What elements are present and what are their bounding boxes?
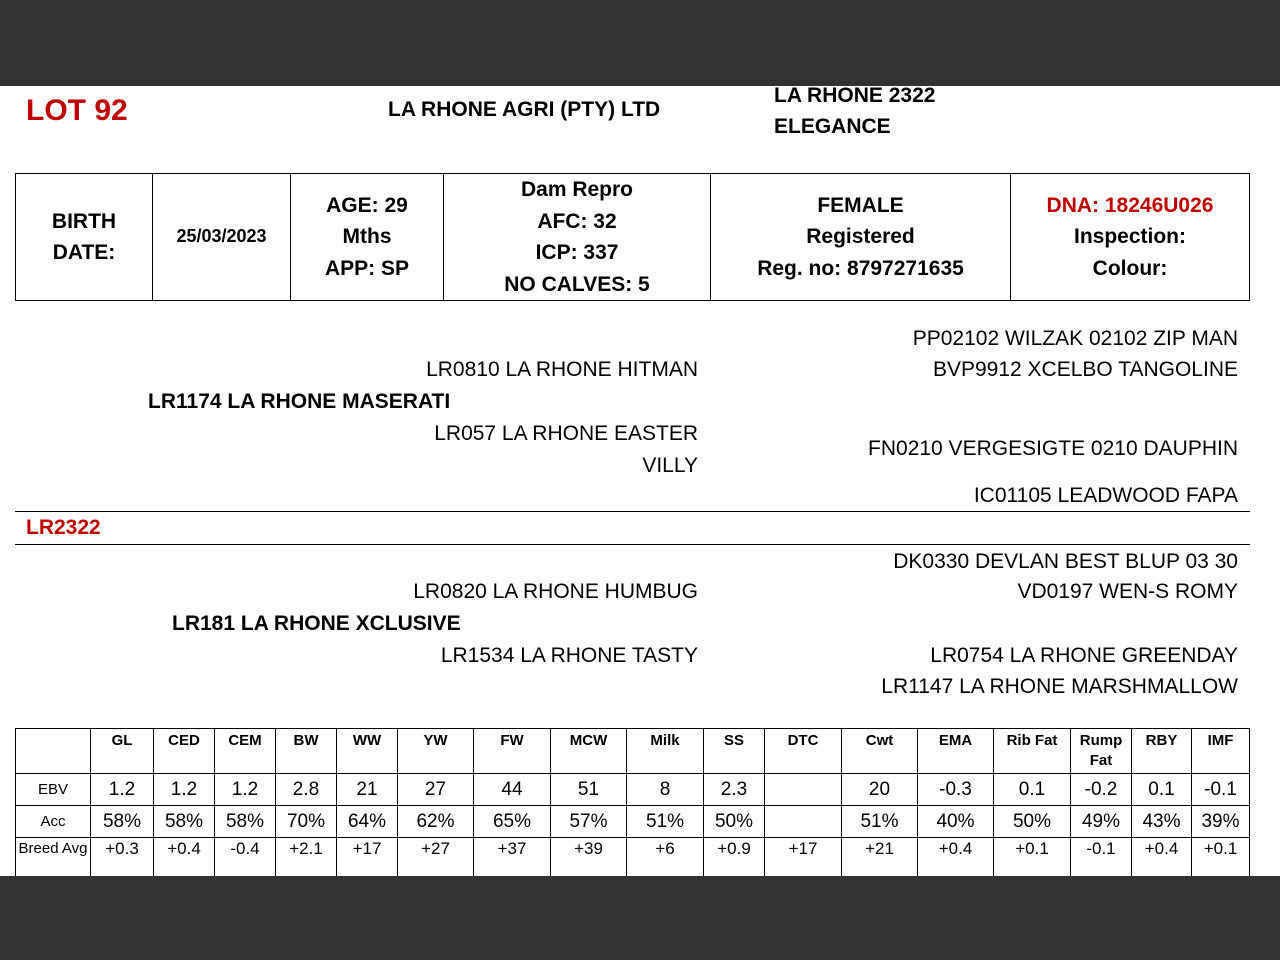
colour-label: Colour: bbox=[1092, 256, 1168, 280]
ebv-cell: +0.4 bbox=[918, 838, 994, 877]
pedigree-dam-dam-dam: LR1147 LA RHONE MARSHMALLOW bbox=[881, 675, 1238, 698]
dam-afc: AFC: 32 bbox=[537, 209, 617, 233]
ebv-header-cell: DTC bbox=[765, 729, 842, 774]
ebv-row-label: Acc bbox=[16, 806, 91, 838]
ebv-cell: -0.3 bbox=[918, 774, 994, 806]
ebv-header-row bbox=[16, 729, 1250, 774]
ebv-cell: 43% bbox=[1132, 806, 1192, 838]
pedigree-sire-sire-sire: PP02102 WILZAK 02102 ZIP MAN bbox=[912, 327, 1238, 350]
ebv-cell: 50% bbox=[704, 806, 765, 838]
divider-top bbox=[15, 511, 1250, 512]
ebv-cell: -0.4 bbox=[215, 838, 276, 877]
ebv-cell: 27 bbox=[398, 774, 474, 806]
ebv-header-cell: FW bbox=[474, 729, 551, 774]
dam-calves: NO CALVES: 5 bbox=[504, 272, 650, 296]
ebv-cell: 2.8 bbox=[276, 774, 337, 806]
ebv-cell: 58% bbox=[154, 806, 215, 838]
ebv-header-cell: RBY bbox=[1132, 729, 1192, 774]
sex-value: FEMALE bbox=[817, 193, 904, 217]
ebv-cell: +0.4 bbox=[154, 838, 215, 877]
birth-date-value: 25/03/2023 bbox=[153, 174, 291, 301]
pedigree-sire-dam-dam: IC01105 LEADWOOD FAPA bbox=[973, 484, 1238, 507]
ebv-header-cell: WW bbox=[337, 729, 398, 774]
ebv-row-acc bbox=[16, 806, 1250, 838]
ebv-cell: 58% bbox=[91, 806, 154, 838]
inspection-label: Inspection: bbox=[1073, 225, 1186, 249]
info-table bbox=[15, 173, 1250, 301]
ebv-cell: 51 bbox=[551, 774, 627, 806]
ebv-header-cell: BW bbox=[276, 729, 337, 774]
age-cell bbox=[291, 174, 444, 301]
ebv-cell: +27 bbox=[398, 838, 474, 877]
ebv-corner-cell bbox=[16, 729, 91, 774]
dna-cell bbox=[1011, 174, 1250, 301]
ebv-cell: 62% bbox=[398, 806, 474, 838]
ebv-cell: +0.1 bbox=[994, 838, 1071, 877]
ebv-cell: 49% bbox=[1071, 806, 1132, 838]
ebv-row-breed_avg bbox=[16, 838, 1250, 877]
pedigree-dam-sire-dam: VD0197 WEN-S ROMY bbox=[1017, 580, 1238, 603]
ebv-cell: 2.3 bbox=[704, 774, 765, 806]
ebv-cell: 70% bbox=[276, 806, 337, 838]
ebv-cell: -0.1 bbox=[1071, 838, 1132, 877]
dam-repro-cell bbox=[444, 174, 711, 301]
ebv-cell: 51% bbox=[842, 806, 918, 838]
dam-icp: ICP: 337 bbox=[535, 241, 619, 264]
ebv-row-label: EBV bbox=[16, 774, 91, 806]
ebv-cell: 8 bbox=[627, 774, 704, 806]
ebv-cell: 1.2 bbox=[215, 774, 276, 806]
app-line: APP: SP bbox=[324, 256, 410, 280]
pedigree-sire: LR1174 LA RHONE MASERATI bbox=[148, 390, 451, 413]
ebv-cell: 1.2 bbox=[154, 774, 215, 806]
animal-name bbox=[774, 86, 935, 142]
ebv-cell: 50% bbox=[994, 806, 1071, 838]
pedigree-sire-dam-sire: FN0210 VERGESIGTE 0210 DAUPHIN bbox=[868, 437, 1238, 460]
ebv-header-cell: MCW bbox=[551, 729, 627, 774]
ebv-cell bbox=[765, 806, 842, 838]
birth-label-line-1: BIRTH bbox=[51, 209, 117, 233]
bottom-dark-bar bbox=[0, 876, 1280, 960]
ebv-cell: +39 bbox=[551, 838, 627, 877]
ebv-cell: 40% bbox=[918, 806, 994, 838]
ebv-header-cell: IMF bbox=[1192, 729, 1250, 774]
ebv-cell: 39% bbox=[1192, 806, 1250, 838]
age-line-2: Mths bbox=[342, 225, 392, 249]
ebv-cell: +0.4 bbox=[1132, 838, 1192, 877]
pedigree-dam: LR181 LA RHONE XCLUSIVE bbox=[172, 612, 461, 635]
registration-status: Registered bbox=[806, 225, 915, 249]
ebv-cell: +0.1 bbox=[1192, 838, 1250, 877]
ebv-header-cell: CEM bbox=[215, 729, 276, 774]
pedigree-sire-dam-line-2: VILLY bbox=[642, 454, 698, 477]
ebv-header-cell: Cwt bbox=[842, 729, 918, 774]
animal-id: LR2322 bbox=[26, 516, 101, 539]
ebv-cell: +2.1 bbox=[276, 838, 337, 877]
ebv-cell: 65% bbox=[474, 806, 551, 838]
ebv-cell: +0.3 bbox=[91, 838, 154, 877]
ebv-header-cell: GL bbox=[91, 729, 154, 774]
company-name: LA RHONE AGRI (PTY) LTD bbox=[388, 98, 661, 121]
top-dark-bar bbox=[0, 0, 1280, 86]
ebv-cell: +17 bbox=[765, 838, 842, 877]
dna-number: DNA: 18246U026 bbox=[1046, 193, 1214, 217]
ebv-cell: -0.1 bbox=[1192, 774, 1250, 806]
ebv-cell: +37 bbox=[474, 838, 551, 877]
ebv-header-cell: CED bbox=[154, 729, 215, 774]
ebv-row-label: Breed Avg bbox=[16, 838, 91, 877]
ebv-cell: 51% bbox=[627, 806, 704, 838]
ebv-cell: -0.2 bbox=[1071, 774, 1132, 806]
ebv-header-cell: YW bbox=[398, 729, 474, 774]
animal-name-line-2: ELEGANCE bbox=[774, 115, 891, 138]
divider-bottom bbox=[15, 544, 1250, 545]
pedigree-sire-sire-dam: BVP9912 XCELBO TANGOLINE bbox=[932, 358, 1238, 381]
ebv-cell: 44 bbox=[474, 774, 551, 806]
pedigree-dam-sire-sire: DK0330 DEVLAN BEST BLUP 03 30 bbox=[893, 550, 1238, 573]
ebv-cell: 0.1 bbox=[994, 774, 1071, 806]
pedigree-dam-dam-sire: LR0754 LA RHONE GREENDAY bbox=[930, 644, 1238, 667]
ebv-header-cell: SS bbox=[704, 729, 765, 774]
ebv-cell: 20 bbox=[842, 774, 918, 806]
ebv-cell: 64% bbox=[337, 806, 398, 838]
ebv-header-cell: Rib Fat bbox=[994, 729, 1071, 774]
dam-repro-title: Dam Repro bbox=[520, 178, 634, 201]
lot-sheet bbox=[0, 86, 1280, 876]
ebv-header-cell: Milk bbox=[627, 729, 704, 774]
ebv-cell: 57% bbox=[551, 806, 627, 838]
pedigree-sire-dam-line-1: LR057 LA RHONE EASTER bbox=[434, 422, 698, 445]
lot-number: LOT 92 bbox=[26, 94, 128, 127]
ebv-cell: 58% bbox=[215, 806, 276, 838]
ebv-cell: +21 bbox=[842, 838, 918, 877]
ebv-header-cell: EMA bbox=[918, 729, 994, 774]
pedigree-dam-sire: LR0820 LA RHONE HUMBUG bbox=[413, 580, 698, 603]
pedigree-dam-dam: LR1534 LA RHONE TASTY bbox=[440, 644, 698, 667]
ebv-cell: +6 bbox=[627, 838, 704, 877]
registration-number: Reg. no: 8797271635 bbox=[757, 256, 964, 280]
ebv-cell: +0.9 bbox=[704, 838, 765, 877]
age-line-1: AGE: 29 bbox=[326, 193, 408, 217]
registration-cell bbox=[711, 174, 1011, 301]
animal-name-line-1: LA RHONE 2322 bbox=[774, 86, 936, 107]
ebv-row-ebv bbox=[16, 774, 1250, 806]
ebv-cell: 0.1 bbox=[1132, 774, 1192, 806]
birth-label-line-2: DATE: bbox=[52, 241, 116, 264]
ebv-cell: +17 bbox=[337, 838, 398, 877]
birth-date-label bbox=[16, 174, 153, 301]
ebv-header-cell: Rump Fat bbox=[1071, 729, 1132, 774]
ebv-cell bbox=[765, 774, 842, 806]
pedigree-sire-sire: LR0810 LA RHONE HITMAN bbox=[426, 358, 698, 381]
ebv-cell: 21 bbox=[337, 774, 398, 806]
ebv-cell: 1.2 bbox=[91, 774, 154, 806]
ebv-table bbox=[15, 728, 1250, 876]
